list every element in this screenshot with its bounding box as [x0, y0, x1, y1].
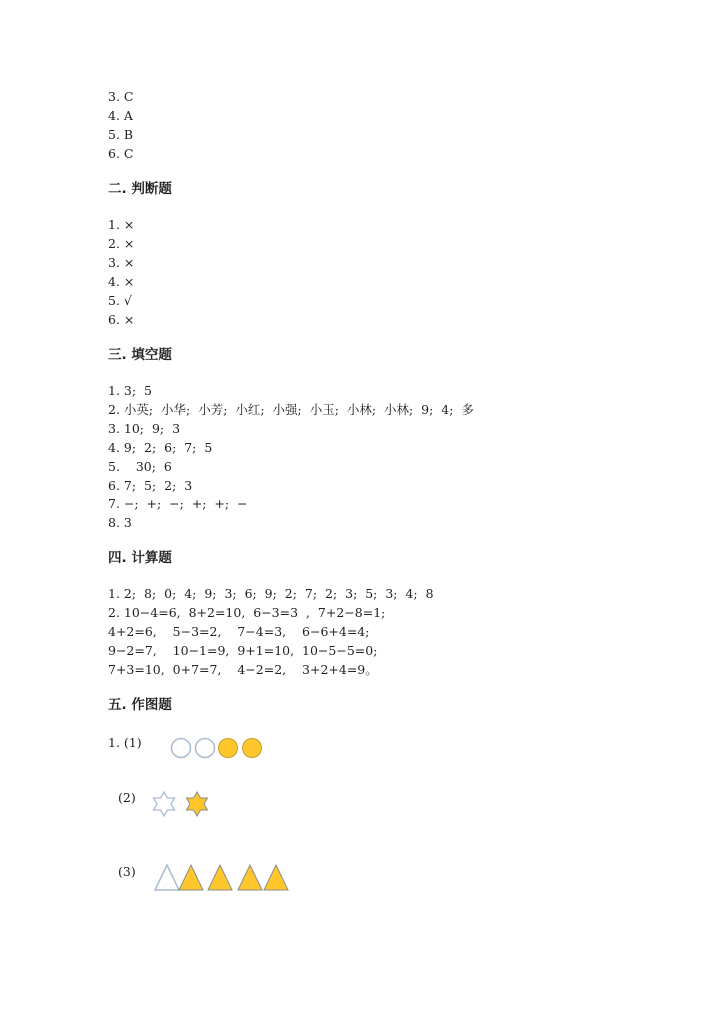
fill-blank-answer: 2. 小英; 小华; 小芳; 小红; 小强; 小玉; 小林; 小林; 9; 4; 多: [108, 402, 474, 417]
fill-blank-answer: 8. 3: [108, 515, 132, 530]
fill-blank-answer: 4. 9; 2; 6; 7; 5: [108, 440, 213, 455]
filled-star: [187, 792, 208, 816]
filled-circle: [219, 739, 238, 758]
judgement-answer: 2. ×: [108, 236, 135, 251]
section-heading-calculation: 四. 计算题: [108, 550, 172, 566]
fill-blank-answer: 5. 30; 6: [108, 459, 172, 474]
calculation-answer: 2. 10−4=6, 8+2=10, 6−3=3 , 7+2−8=1;: [108, 605, 386, 620]
judgement-answer: 6. ×: [108, 312, 135, 327]
drawing-label-2: (2): [118, 790, 136, 805]
choice-answer: 6. C: [108, 146, 134, 161]
outline-circle: [172, 739, 191, 758]
choice-answer: 5. B: [108, 127, 134, 142]
section-heading-drawing: 五. 作图题: [108, 697, 172, 713]
outline-circle: [196, 739, 215, 758]
section-heading-fill-blank: 三. 填空题: [108, 347, 172, 363]
filled-triangle: [238, 865, 262, 890]
section-heading-judgement: 二. 判断题: [108, 181, 172, 197]
fill-blank-answer: 6. 7; 5; 2; 3: [108, 478, 193, 493]
judgement-answer: 4. ×: [108, 274, 135, 289]
calculation-answer: 4+2=6, 5−3=2, 7−4=3, 6−6+4=4;: [108, 624, 370, 639]
drawing-label-3: (3): [118, 864, 136, 879]
filled-triangle: [208, 865, 232, 890]
fill-blank-answer: 1. 3; 5: [108, 383, 152, 398]
choice-answer: 4. A: [108, 108, 133, 123]
choice-answer: 3. C: [108, 89, 134, 104]
calculation-answer: 9−2=7, 10−1=9, 9+1=10, 10−5−5=0;: [108, 643, 378, 658]
calculation-answer: 7+3=10, 0+7=7, 4−2=2, 3+2+4=9。: [108, 662, 378, 677]
judgement-answer: 3. ×: [108, 255, 135, 270]
outline-triangle: [155, 865, 179, 890]
filled-triangle: [179, 865, 203, 890]
filled-triangle: [264, 865, 288, 890]
judgement-answer: 5. √: [108, 293, 132, 308]
calculation-answer: 1. 2; 8; 0; 4; 9; 3; 6; 9; 2; 7; 2; 3; 5; 3; 4; 8: [108, 586, 434, 601]
fill-blank-answer: 3. 10; 9; 3: [108, 421, 181, 436]
outline-star: [154, 792, 175, 816]
filled-circle: [243, 739, 262, 758]
judgement-answer: 1. ×: [108, 217, 135, 232]
drawing-label-1: 1. (1): [108, 735, 142, 750]
fill-blank-answer: 7. −; +; −; +; +; −: [108, 496, 248, 511]
